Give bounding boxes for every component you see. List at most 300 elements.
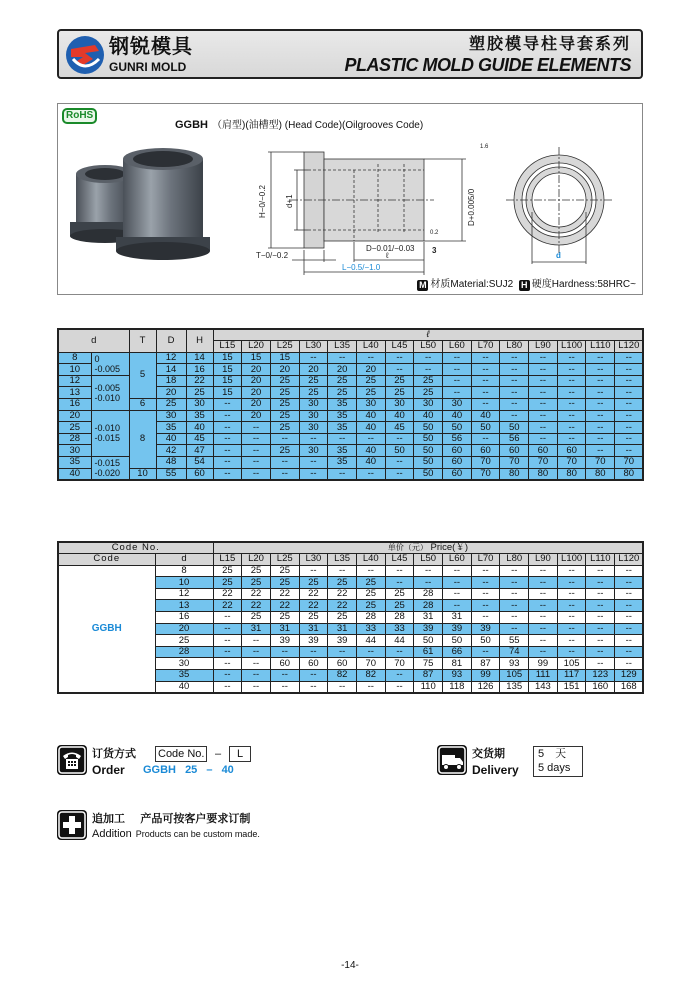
d-value: 40 <box>58 468 91 480</box>
length-cell: -- <box>242 445 271 457</box>
price-cell: -- <box>356 565 385 577</box>
length-cell: 25 <box>328 387 357 399</box>
code-no-header: Code No. <box>58 542 213 554</box>
length-cell: -- <box>299 468 328 480</box>
price-table-body <box>58 565 643 693</box>
price-cell: -- <box>443 600 472 612</box>
order-section <box>57 745 357 779</box>
price-cell: 22 <box>242 600 271 612</box>
length-cell: 30 <box>299 445 328 457</box>
h-value: 45 <box>186 433 213 445</box>
length-cell: 80 <box>615 468 644 480</box>
price-cell: -- <box>557 646 586 658</box>
price-cell: -- <box>471 646 500 658</box>
length-cell: -- <box>557 352 586 364</box>
D-value: 40 <box>156 433 186 445</box>
length-cell: 20 <box>328 364 357 376</box>
price-cell: -- <box>529 612 558 624</box>
length-cell: 35 <box>328 410 357 422</box>
price-cell: -- <box>213 670 242 682</box>
length-cell: -- <box>471 352 500 364</box>
price-cell: -- <box>328 646 357 658</box>
length-cell: -- <box>586 433 615 445</box>
price-cell: -- <box>242 635 271 647</box>
length-cell: -- <box>385 364 414 376</box>
price-cell: 74 <box>500 646 529 658</box>
h-value: 22 <box>186 375 213 387</box>
length-cell: 20 <box>242 364 271 376</box>
price-cell: 87 <box>414 670 443 682</box>
price-cell: -- <box>529 600 558 612</box>
length-cell: 35 <box>328 399 357 411</box>
product-code-cell: GGBH <box>58 565 155 693</box>
addition-label-en <box>92 828 260 841</box>
price-cell: -- <box>242 658 271 670</box>
d-value: 20 <box>58 410 91 422</box>
length-cell: -- <box>586 445 615 457</box>
length-cell: 40 <box>443 410 472 422</box>
price-length-header-l110: L110 <box>586 554 615 566</box>
length-cell: 60 <box>443 457 472 469</box>
length-cell: -- <box>529 410 558 422</box>
length-cell: -- <box>557 375 586 387</box>
price-cell: 50 <box>414 635 443 647</box>
price-cell: 28 <box>414 588 443 600</box>
length-cell: 15 <box>242 352 271 364</box>
length-cell: 60 <box>529 445 558 457</box>
price-cell: 50 <box>443 635 472 647</box>
length-cell: 50 <box>385 445 414 457</box>
hardness-badge-icon: H <box>519 280 530 291</box>
price-length-header-l15: L15 <box>213 554 242 566</box>
length-cell: -- <box>529 399 558 411</box>
price-cell: 25 <box>242 612 271 624</box>
price-cell: -- <box>615 577 644 589</box>
price-cell: 105 <box>500 670 529 682</box>
length-header-l60: L60 <box>443 341 472 353</box>
price-cell: -- <box>529 577 558 589</box>
order-example-d: 25 <box>185 764 198 776</box>
length-cell: 30 <box>443 399 472 411</box>
price-cell: -- <box>213 681 242 693</box>
price-d-value: 16 <box>155 612 213 624</box>
price-cell: 39 <box>414 623 443 635</box>
order-example-l: 40 <box>221 764 234 776</box>
length-cell: -- <box>213 457 242 469</box>
price-d-value: 40 <box>155 681 213 693</box>
d-value: 25 <box>58 422 91 434</box>
price-cell: 60 <box>299 658 328 670</box>
price-cell: 118 <box>443 681 472 693</box>
t-value: 8 <box>129 410 156 468</box>
price-d-value: 20 <box>155 623 213 635</box>
tolerance-upper: -0.005 <box>94 382 121 393</box>
price-d-value: 28 <box>155 646 213 658</box>
addition-title-en: Addition <box>92 828 132 840</box>
price-cell: 66 <box>443 646 472 658</box>
length-cell: 70 <box>586 457 615 469</box>
length-cell: -- <box>615 375 644 387</box>
price-cell: 25 <box>385 600 414 612</box>
price-cell: -- <box>299 646 328 658</box>
length-cell: 25 <box>270 387 299 399</box>
price-cell: -- <box>500 577 529 589</box>
h-value: 40 <box>186 422 213 434</box>
price-cell: 123 <box>586 670 615 682</box>
price-cell: 168 <box>615 681 644 693</box>
price-cell: -- <box>500 600 529 612</box>
h-tolerance-label: H−0/−0.2 <box>258 185 267 218</box>
length-cell: 15 <box>213 352 242 364</box>
addition-title-cn: 追加工 <box>92 812 125 825</box>
length-cell: -- <box>615 399 644 411</box>
order-example-dash: – <box>206 764 213 776</box>
price-cell: 143 <box>529 681 558 693</box>
price-cell: -- <box>213 658 242 670</box>
price-cell: -- <box>242 681 271 693</box>
d-value: 8 <box>58 352 91 364</box>
length-cell: 25 <box>414 387 443 399</box>
price-length-header-l70: L70 <box>471 554 500 566</box>
h-value: 30 <box>186 399 213 411</box>
price-cell: -- <box>529 565 558 577</box>
price-d-value: 30 <box>155 658 213 670</box>
length-cell: 25 <box>414 375 443 387</box>
delivery-days-en: 5 days <box>538 762 571 774</box>
length-cell: 25 <box>299 387 328 399</box>
length-cell: -- <box>500 352 529 364</box>
t-value: 6 <box>129 399 156 411</box>
price-cell: 105 <box>557 658 586 670</box>
D-value: 30 <box>156 410 186 422</box>
D-value: 14 <box>156 364 186 376</box>
length-cell: 70 <box>471 468 500 480</box>
price-cell: 39 <box>471 623 500 635</box>
price-cell: 31 <box>328 623 357 635</box>
price-cell: -- <box>615 600 644 612</box>
price-cell: 151 <box>557 681 586 693</box>
length-cell: -- <box>443 375 472 387</box>
price-cell: -- <box>529 588 558 600</box>
col-header-ell: ℓ <box>213 329 643 341</box>
d-value: 30 <box>58 445 91 457</box>
addition-text-cn: 产品可按客户要求订制 <box>140 812 251 825</box>
price-cell: -- <box>557 577 586 589</box>
price-d-value: 10 <box>155 577 213 589</box>
dimension-row <box>58 468 643 480</box>
length-cell: 50 <box>500 422 529 434</box>
length-cell: 25 <box>270 422 299 434</box>
series-title-cn: 塑胶模导柱导套系列 <box>468 34 631 53</box>
price-cell: 25 <box>299 577 328 589</box>
d-value: 16 <box>58 399 91 411</box>
price-cell: 81 <box>443 658 472 670</box>
price-cell: -- <box>443 577 472 589</box>
length-header-l20: L20 <box>242 341 271 353</box>
length-cell: 40 <box>356 422 385 434</box>
length-cell: 30 <box>414 399 443 411</box>
h-value: 60 <box>186 468 213 480</box>
length-cell: 25 <box>270 399 299 411</box>
length-cell: -- <box>471 387 500 399</box>
tolerance-upper: 0 <box>94 353 100 364</box>
price-cell: -- <box>443 565 472 577</box>
price-d-value: 35 <box>155 670 213 682</box>
price-cell: -- <box>557 565 586 577</box>
price-cell: -- <box>615 565 644 577</box>
rohs-badge: RoHS <box>62 108 97 124</box>
length-cell: -- <box>557 387 586 399</box>
price-cell: -- <box>213 623 242 635</box>
price-cell: -- <box>586 612 615 624</box>
price-cell: -- <box>557 623 586 635</box>
price-cell: 25 <box>328 577 357 589</box>
material-text: 材质Material:SUJ2 <box>430 279 514 290</box>
length-cell: -- <box>471 375 500 387</box>
length-cell: -- <box>529 387 558 399</box>
length-header-l30: L30 <box>299 341 328 353</box>
price-cell: -- <box>557 612 586 624</box>
length-cell: 60 <box>557 445 586 457</box>
length-cell: 15 <box>213 364 242 376</box>
price-cell: -- <box>586 588 615 600</box>
price-cell: 25 <box>242 565 271 577</box>
length-cell: 20 <box>242 399 271 411</box>
length-cell: -- <box>615 445 644 457</box>
price-length-header-l50: L50 <box>414 554 443 566</box>
length-cell: 60 <box>500 445 529 457</box>
delivery-section <box>437 745 577 779</box>
price-cell: -- <box>586 623 615 635</box>
d-outer-label: D+0.005/0 <box>467 188 476 226</box>
length-cell: 30 <box>299 410 328 422</box>
price-cell: -- <box>557 600 586 612</box>
price-cell: 82 <box>328 670 357 682</box>
length-cell: -- <box>356 352 385 364</box>
length-cell: -- <box>529 375 558 387</box>
D-value: 18 <box>156 375 186 387</box>
d-tolerance-label: D−0.01/−0.03 <box>366 244 415 253</box>
price-cell: -- <box>471 588 500 600</box>
price-d-value: 12 <box>155 588 213 600</box>
price-cell: 22 <box>242 588 271 600</box>
price-cell: 28 <box>414 600 443 612</box>
price-cell: 31 <box>299 623 328 635</box>
price-length-header-l30: L30 <box>299 554 328 566</box>
price-cell: 25 <box>242 577 271 589</box>
d-tolerance <box>91 375 129 410</box>
length-cell: 15 <box>213 387 242 399</box>
tolerance-upper: -0.015 <box>94 457 121 468</box>
price-cell: -- <box>414 565 443 577</box>
length-header-l90: L90 <box>529 341 558 353</box>
length-cell: 50 <box>443 422 472 434</box>
length-cell: 50 <box>414 457 443 469</box>
length-cell: -- <box>242 457 271 469</box>
length-cell: -- <box>471 433 500 445</box>
length-cell: 80 <box>500 468 529 480</box>
price-cell: 25 <box>270 612 299 624</box>
price-cell: -- <box>414 577 443 589</box>
price-cell: 44 <box>385 635 414 647</box>
price-cell: -- <box>385 670 414 682</box>
price-cell: -- <box>328 681 357 693</box>
length-cell: 20 <box>242 410 271 422</box>
col-header-D: D <box>156 329 186 352</box>
length-cell: 40 <box>356 445 385 457</box>
length-cell: -- <box>328 433 357 445</box>
length-cell: -- <box>443 364 472 376</box>
price-cell: -- <box>615 588 644 600</box>
price-cell: -- <box>385 681 414 693</box>
length-cell: -- <box>500 387 529 399</box>
order-example-code: GGBH <box>143 764 176 776</box>
price-cell: -- <box>213 646 242 658</box>
dimension-row <box>58 399 643 411</box>
length-cell: -- <box>299 457 328 469</box>
length-cell: -- <box>213 468 242 480</box>
dimensions-table <box>57 328 644 481</box>
length-cell: -- <box>529 364 558 376</box>
price-cell: -- <box>213 612 242 624</box>
D-value: 12 <box>156 352 186 364</box>
d-inner-label: d <box>556 251 561 260</box>
price-cell: -- <box>385 577 414 589</box>
length-cell: 25 <box>356 375 385 387</box>
price-cell: 22 <box>328 588 357 600</box>
col-header-t: T <box>129 329 156 352</box>
h-value: 54 <box>186 457 213 469</box>
length-cell: -- <box>328 352 357 364</box>
price-cell: 31 <box>414 612 443 624</box>
price-cell: -- <box>529 623 558 635</box>
price-length-header-l100: L100 <box>557 554 586 566</box>
length-cell: 25 <box>328 375 357 387</box>
delivery-label-en: Delivery <box>472 763 519 777</box>
length-cell: 70 <box>471 457 500 469</box>
length-cell: 25 <box>270 410 299 422</box>
price-cell: 39 <box>270 635 299 647</box>
roughness-1-6: 1.6 <box>480 144 489 150</box>
length-cell: 40 <box>356 410 385 422</box>
product-photo <box>68 134 218 264</box>
D-value: 48 <box>156 457 186 469</box>
price-cell: 111 <box>529 670 558 682</box>
price-cell: -- <box>270 670 299 682</box>
price-cell: 25 <box>213 577 242 589</box>
length-cell: -- <box>615 352 644 364</box>
order-label-en: Order <box>92 763 125 777</box>
length-cell: 20 <box>242 375 271 387</box>
price-cell: -- <box>615 635 644 647</box>
price-cell: -- <box>586 565 615 577</box>
length-cell: -- <box>529 433 558 445</box>
length-cell: 30 <box>299 422 328 434</box>
tolerance-lower: -0.005 <box>94 363 121 374</box>
d-plus-label: d+1 <box>285 194 294 208</box>
price-cell: -- <box>356 681 385 693</box>
length-cell: -- <box>443 352 472 364</box>
price-cell: -- <box>270 681 299 693</box>
price-cell: 70 <box>385 658 414 670</box>
length-header-l15: L15 <box>213 341 242 353</box>
length-cell: 60 <box>443 445 472 457</box>
length-header-l80: L80 <box>500 341 529 353</box>
price-length-header-l60: L60 <box>443 554 472 566</box>
price-cell: 25 <box>299 612 328 624</box>
price-d-value: 13 <box>155 600 213 612</box>
length-cell: 20 <box>299 364 328 376</box>
price-cell: 31 <box>242 623 271 635</box>
technical-drawing <box>254 134 638 276</box>
price-cell: 22 <box>213 588 242 600</box>
length-cell: -- <box>586 422 615 434</box>
price-cell: 55 <box>500 635 529 647</box>
price-d-value: 8 <box>155 565 213 577</box>
length-header-l35: L35 <box>328 341 357 353</box>
length-cell: -- <box>500 364 529 376</box>
t-tolerance-label: T−0/−0.2 <box>256 251 289 260</box>
price-length-header-l35: L35 <box>328 554 357 566</box>
tolerance-lower: -0.020 <box>94 467 121 478</box>
length-cell: 25 <box>385 387 414 399</box>
d-value: 13 <box>58 387 91 399</box>
length-cell: -- <box>529 422 558 434</box>
price-cell: 31 <box>443 612 472 624</box>
h-value: 16 <box>186 364 213 376</box>
d-tolerance <box>91 410 129 456</box>
order-label-cn: 订货方式 <box>92 747 136 760</box>
price-cell: 99 <box>471 670 500 682</box>
length-header-l120: L120 <box>615 341 644 353</box>
length-cell: 40 <box>385 410 414 422</box>
price-cell: 25 <box>356 577 385 589</box>
length-cell: -- <box>242 422 271 434</box>
length-cell: -- <box>299 433 328 445</box>
D-value: 25 <box>156 399 186 411</box>
hardness-text: 硬度Hardness:58HRC~ <box>531 279 636 290</box>
length-cell: 80 <box>557 468 586 480</box>
page-header <box>57 29 643 79</box>
product-panel <box>57 103 643 295</box>
length-cell: -- <box>615 410 644 422</box>
price-cell: -- <box>615 612 644 624</box>
length-cell: -- <box>500 399 529 411</box>
length-cell: 50 <box>471 422 500 434</box>
l-box: L <box>229 746 251 762</box>
price-cell: -- <box>586 635 615 647</box>
price-length-header-l90: L90 <box>529 554 558 566</box>
price-cell: -- <box>385 565 414 577</box>
length-cell: 20 <box>242 387 271 399</box>
length-cell: 15 <box>270 352 299 364</box>
length-cell: -- <box>500 410 529 422</box>
length-cell: -- <box>471 364 500 376</box>
t-value: 10 <box>129 468 156 480</box>
price-cell: -- <box>557 635 586 647</box>
length-cell: -- <box>500 375 529 387</box>
h-value: 14 <box>186 352 213 364</box>
d-tolerance <box>91 352 129 375</box>
h-value: 47 <box>186 445 213 457</box>
length-cell: -- <box>443 387 472 399</box>
length-cell: 80 <box>529 468 558 480</box>
price-cell: 22 <box>270 600 299 612</box>
delivery-days-box <box>533 746 583 777</box>
price-cell: 25 <box>213 565 242 577</box>
series-title-en: PLASTIC MOLD GUIDE ELEMENTS <box>344 55 631 75</box>
price-cell: 60 <box>328 658 357 670</box>
